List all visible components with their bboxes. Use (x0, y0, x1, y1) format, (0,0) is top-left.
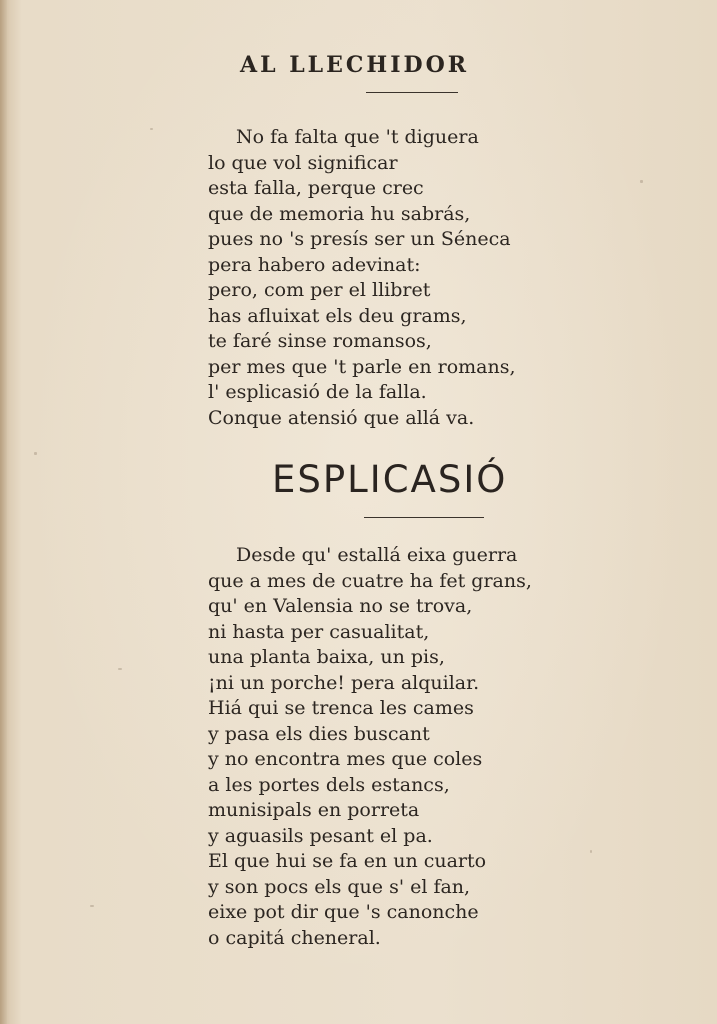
verse-line: munisipals en porreta (208, 799, 420, 821)
verse-line: Hiá qui se trenca les cames (208, 697, 474, 719)
verse-line: ni hasta per casualitat, (208, 620, 430, 643)
verse-line: Conque atensió que allá va. (208, 406, 475, 429)
paper-speck (150, 128, 153, 130)
paper-speck (90, 905, 94, 907)
verse-line: y no encontra mes que coles (208, 748, 483, 770)
verse-line: pues no 's presís ser un Séneca (208, 228, 511, 250)
verse-line: lo que vol significar (208, 151, 398, 174)
verse-line: l' esplicasió de la falla. (208, 381, 427, 403)
section-title: ESPLICASIÓ (272, 458, 508, 501)
verse-line: ¡ni un porche! pera alquilar. (208, 671, 480, 694)
verse-line: a les portes dels estancs, (208, 773, 450, 796)
verse-line: esta falla, perque crec (208, 177, 424, 199)
verse-line: pera habero adevinat: (208, 253, 421, 276)
verse-line: y aguasils pesant el pa. (208, 824, 433, 847)
paper-speck (640, 180, 643, 183)
paper-speck (118, 668, 122, 670)
verse-line: que de memoria hu sabrás, (208, 202, 471, 225)
verse-line: o capitá cheneral. (208, 926, 381, 949)
verse-line: El que hui se fa en un cuarto (208, 850, 487, 872)
stanza-one (208, 125, 516, 431)
paper-speck (34, 452, 37, 455)
section-divider (364, 517, 484, 518)
verse-line: y pasa els dies buscant (208, 722, 430, 745)
verse-line: una planta baixa, un pis, (208, 646, 445, 668)
verse-line: pero, com per el llibret (208, 279, 431, 301)
verse-line: per mes que 't parle en romans, (208, 355, 516, 378)
stanza-two (208, 543, 532, 951)
verse-line: No fa falta que 't diguera (236, 126, 479, 148)
heading-divider (366, 92, 458, 93)
verse-line: te faré sinse romansos, (208, 330, 432, 352)
page-heading: AL LLECHIDOR (240, 52, 470, 78)
verse-line: Desde qu' estallá eixa guerra (236, 544, 518, 566)
verse-line: que a mes de cuatre ha fet grans, (208, 569, 532, 592)
verse-line: has afluixat els deu grams, (208, 304, 467, 327)
verse-line: qu' en Valensia no se trova, (208, 595, 473, 617)
verse-line: eixe pot dir que 's canonche (208, 901, 479, 923)
verse-line: y son pocs els que s' el fan, (208, 875, 471, 898)
page-binding-edge (0, 0, 7, 1024)
paper-speck (590, 850, 592, 853)
